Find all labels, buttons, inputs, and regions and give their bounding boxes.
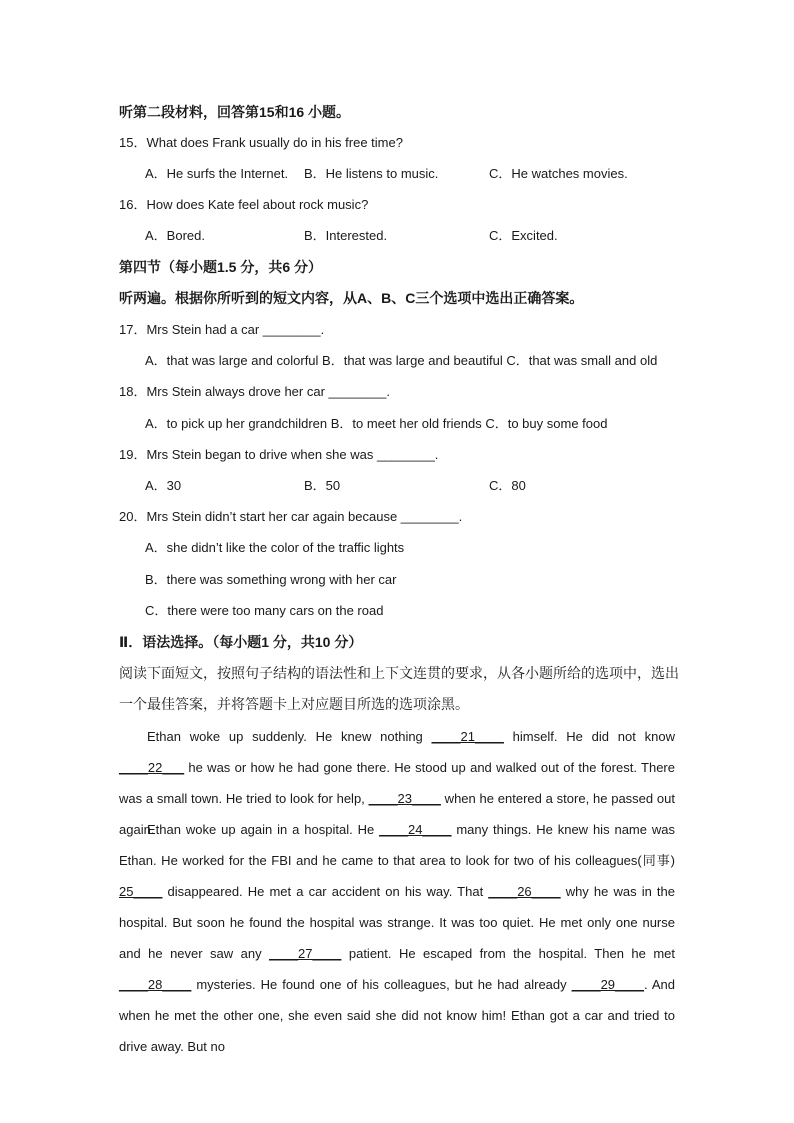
- q19-option-c: C．80: [489, 478, 526, 493]
- q15-stem: 15．What does Frank usually do in his free time?: [119, 135, 403, 150]
- blank-22: ____22___: [119, 760, 185, 775]
- q20-stem: 20．Mrs Stein didn’t start her car again because ________.: [119, 509, 463, 524]
- passage-text: himself. He did not know: [503, 729, 675, 744]
- q19-option-b: B．50: [304, 478, 341, 493]
- blank-21: ____21____: [431, 729, 504, 744]
- section2-heading: 听第二段材料，回答第15和16 小题。: [119, 104, 351, 120]
- grammar-instruction-line2: 一个最佳答案，并将答题卡上对应题目所选的选项涂黑。: [119, 696, 469, 712]
- blank-28: ____28____: [119, 977, 192, 992]
- blank-26: ____26____: [488, 884, 561, 899]
- q16-option-c: C．Excited.: [489, 228, 558, 243]
- q19-option-a: A．30: [145, 478, 182, 493]
- passage-paragraph-2: [119, 814, 675, 1062]
- q15-option-c: C．He watches movies.: [489, 166, 628, 181]
- grammar-heading: Ⅱ．语法选择。（每小题1 分，共10 分）: [119, 634, 363, 650]
- q16-option-a: A．Bored.: [145, 228, 205, 243]
- q20-option-a: A．she didn’t like the color of the traffic lights: [145, 540, 405, 555]
- blank-29: ____29____: [571, 977, 644, 992]
- part4-heading: 第四节（每小题1.5 分，共6 分）: [119, 259, 323, 275]
- blank-27: ____27____: [269, 946, 342, 961]
- passage-text: disappeared. He met a car accident on his way. That: [162, 884, 489, 899]
- q18-stem: 18．Mrs Stein always drove her car ________.: [119, 384, 390, 399]
- q19-stem: 19．Mrs Stein began to drive when she was ________.: [119, 447, 439, 462]
- passage-text: when he entered a store, he passed out again.: [119, 791, 675, 837]
- q16-stem: 16．How does Kate feel about rock music?: [119, 197, 369, 212]
- q20-option-c: C．there were too many cars on the road: [145, 603, 384, 618]
- passage-text: mysteries. He found one of his colleagues, but he had already: [191, 977, 572, 992]
- part4-instruction: 听两遍。根据你所听到的短文内容，从A、B、C三个选项中选出正确答案。: [119, 290, 584, 306]
- blank-25: 25____: [119, 884, 163, 899]
- passage-text: Ethan woke up again in a hospital. He: [147, 822, 380, 837]
- q20-option-b: B．there was something wrong with her car: [145, 572, 397, 587]
- q17-options: A．that was large and colorful B．that was large and beautiful C．that was small and old: [145, 353, 658, 368]
- passage-text: why he was in the hospital. But soon he found the hospital was strange. It was too quiet. He met only one nurse and he never saw any: [119, 884, 675, 961]
- q18-options: A．to pick up her grandchildren B．to meet her old friends C．to buy some food: [145, 416, 608, 431]
- passage-text: . And when he met the other one, she even said she did not know him! Ethan got a car and tried to drive away. But no: [119, 977, 676, 1054]
- passage-text: Ethan woke up suddenly. He knew nothing: [147, 729, 432, 744]
- grammar-instruction-line1: 阅读下面短文，按照句子结构的语法性和上下文连贯的要求，从各小题所给的选项中，选出: [119, 665, 679, 681]
- passage-text: he was or how he had gone there. He stood up and walked out of the forest. There was a small town. He tried to look for help,: [119, 760, 675, 806]
- q15-option-b: B．He listens to music.: [304, 166, 439, 181]
- passage-text: many things. He knew his name was Ethan. He worked for the FBI and he came to that area to look for two of his colleagues(同事): [119, 822, 675, 868]
- q15-option-a: A．He surfs the Internet.: [145, 166, 289, 181]
- blank-23: ____23____: [368, 791, 441, 806]
- blank-24: ____24____: [379, 822, 452, 837]
- passage-text: patient. He escaped from the hospital. Then he met: [341, 946, 676, 961]
- q17-stem: 17．Mrs Stein had a car ________.: [119, 322, 325, 337]
- q16-option-b: B．Interested.: [304, 228, 388, 243]
